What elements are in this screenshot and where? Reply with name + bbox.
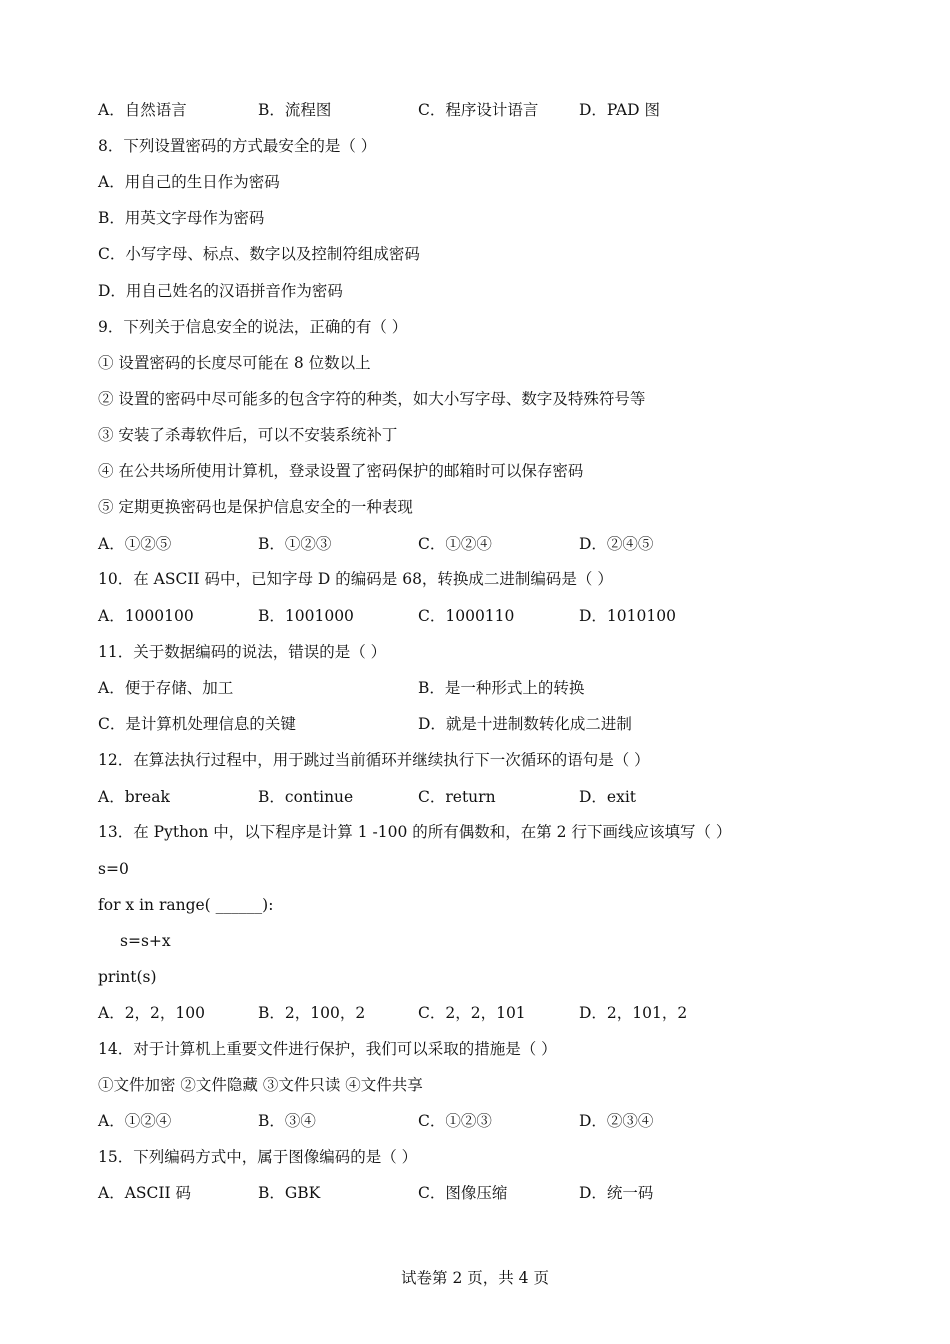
- q13-code-line-4: print(s): [98, 968, 157, 986]
- q9-stem: 9．下列关于信息安全的说法，正确的有（ ）: [98, 318, 408, 336]
- q15-option-d: D．统一码: [579, 1184, 654, 1202]
- q11-option-c: C．是计算机处理信息的关键: [98, 715, 296, 733]
- q13-code-line-2: for x in range( ______):: [98, 896, 274, 914]
- q15-option-c: C．图像压缩: [418, 1184, 508, 1202]
- q13-code-line-3: s=s+x: [120, 932, 171, 950]
- q13-option-a: A．2，2，100: [98, 1004, 206, 1022]
- q10-stem: 10．在 ASCII 码中，已知字母 D 的编码是 68，转换成二进制编码是（ ）: [98, 570, 613, 588]
- q12-option-a: A．break: [98, 788, 170, 806]
- q11-stem: 11．关于数据编码的说法，错误的是（ ）: [98, 643, 387, 661]
- q14-stem: 14．对于计算机上重要文件进行保护，我们可以采取的措施是（ ）: [98, 1040, 557, 1058]
- q10-option-c: C．1000110: [418, 607, 515, 625]
- q10-option-d: D．1010100: [579, 607, 676, 625]
- q11-option-d: D．就是十进制数转化成二进制: [418, 715, 632, 733]
- q7-option-b: B．流程图: [258, 101, 332, 119]
- q8-option-a: A．用自己的生日作为密码: [98, 173, 280, 191]
- q8-stem: 8．下列设置密码的方式最安全的是（ ）: [98, 137, 377, 155]
- q9-statement-2: ② 设置的密码中尽可能多的包含字符的种类，如大小写字母、数字及特殊符号等: [98, 390, 646, 408]
- q13-code-line-1: s=0: [98, 860, 129, 878]
- page-footer: 试卷第 2 页，共 4 页: [401, 1269, 549, 1287]
- q14-statements: ①文件加密 ②文件隐藏 ③文件只读 ④文件共享: [98, 1076, 423, 1094]
- q14-option-a: A．①②④: [98, 1112, 172, 1130]
- q11-option-a: A．便于存储、加工: [98, 679, 234, 697]
- q13-option-b: B．2，100，2: [258, 1004, 366, 1022]
- q9-statement-5: ⑤ 定期更换密码也是保护信息安全的一种表现: [98, 498, 413, 516]
- q9-option-a: A．①②⑤: [98, 535, 172, 553]
- q11-option-b: B．是一种形式上的转换: [418, 679, 585, 697]
- q9-statement-1: ① 设置密码的长度尽可能在 8 位数以上: [98, 354, 371, 372]
- q12-stem: 12．在算法执行过程中，用于跳过当前循环并继续执行下一次循环的语句是（ ）: [98, 751, 650, 769]
- q10-option-b: B．1001000: [258, 607, 354, 625]
- q13-stem: 13．在 Python 中，以下程序是计算 1 -100 的所有偶数和，在第 2 行下画线应该填写（ ）: [98, 823, 732, 841]
- q7-option-d: D．PAD 图: [579, 101, 660, 119]
- q15-stem: 15．下列编码方式中，属于图像编码的是（ ）: [98, 1148, 418, 1166]
- q10-option-a: A．1000100: [98, 607, 194, 625]
- q15-option-a: A．ASCII 码: [98, 1184, 192, 1202]
- q9-option-d: D．②④⑤: [579, 535, 654, 553]
- q14-option-b: B．③④: [258, 1112, 316, 1130]
- q8-option-c: C．小写字母、标点、数字以及控制符组成密码: [98, 245, 420, 263]
- q9-option-c: C．①②④: [418, 535, 492, 553]
- q13-option-d: D．2，101，2: [579, 1004, 688, 1022]
- q9-statement-4: ④ 在公共场所使用计算机，登录设置了密码保护的邮箱时可以保存密码: [98, 462, 584, 480]
- q9-option-b: B．①②③: [258, 535, 332, 553]
- q12-option-b: B．continue: [258, 788, 354, 806]
- q9-statement-3: ③ 安装了杀毒软件后，可以不安装系统补丁: [98, 426, 398, 444]
- q15-option-b: B．GBK: [258, 1184, 321, 1202]
- q12-option-c: C．return: [418, 788, 496, 806]
- q8-option-d: D．用自己姓名的汉语拼音作为密码: [98, 282, 343, 300]
- q13-option-c: C．2，2，101: [418, 1004, 526, 1022]
- q12-option-d: D．exit: [579, 788, 637, 806]
- q14-option-d: D．②③④: [579, 1112, 654, 1130]
- q14-option-c: C．①②③: [418, 1112, 492, 1130]
- q8-option-b: B．用英文字母作为密码: [98, 209, 265, 227]
- q7-option-a: A．自然语言: [98, 101, 187, 119]
- q7-option-c: C．程序设计语言: [418, 101, 539, 119]
